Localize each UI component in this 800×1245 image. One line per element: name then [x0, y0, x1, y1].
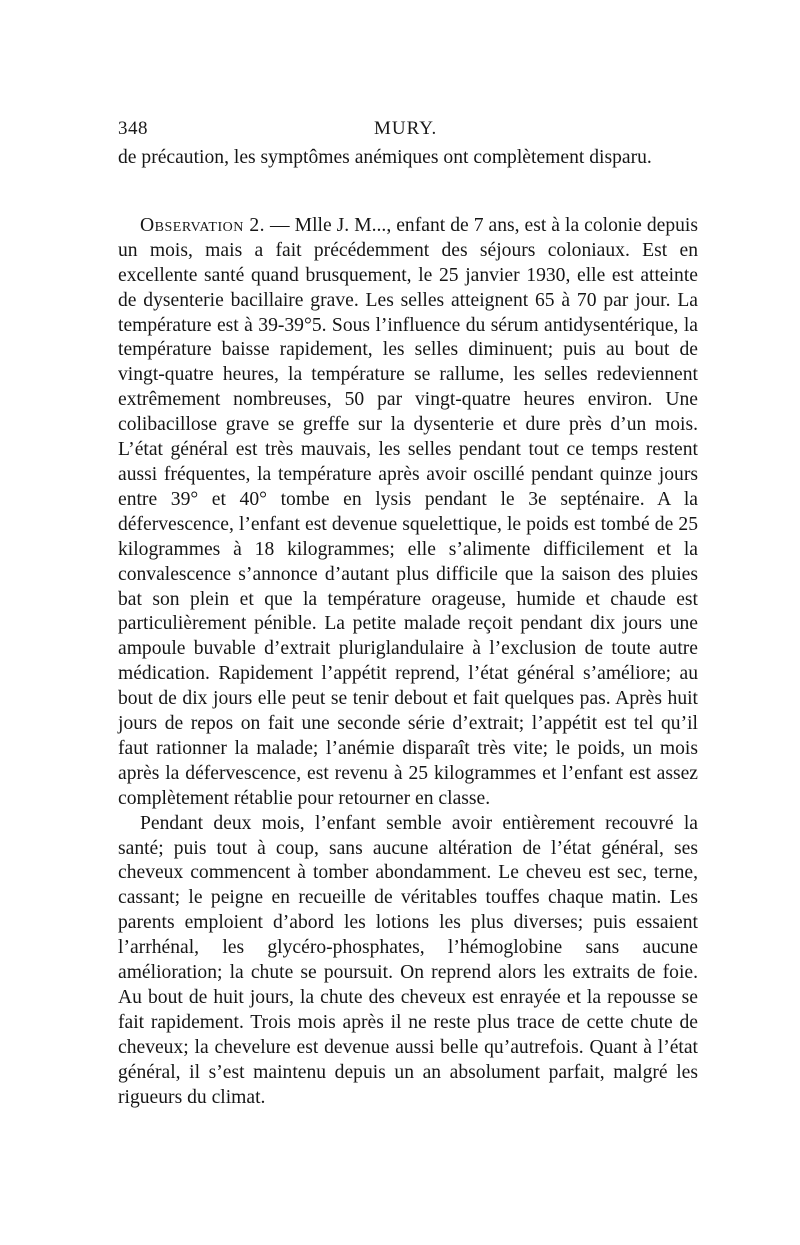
observation-text: — Mlle J. M..., enfant de 7 ans, est à la colonie depuis un mois, mais a fait précédemment des séjours coloniaux. Est en excellente santé quand brusquement, le 25 janvier 1930, elle est atteinte de dysenterie bacillaire grave. Les selles atteignent 65 à 70 par jour. La température est à 39-39°5. Sous l’influence du sérum antidysentérique, la température baisse rapidement, les selles diminuent; puis au bout de vingt-quatre heures, la température se rallume, les selles redeviennent extrêmement nombreuses, 50 par vingt-quatre heures environ. Une colibacillose grave se greffe sur la dysenterie et dure près d’un mois. L’état général est très mauvais, les selles pendant tout ce temps restent aussi fréquentes, la température après avoir oscillé pendant quinze jours entre 39° et 40° tombe en lysis pendant le 3e septénaire. A la défervescence, l’enfant est devenue squelettique, le poids est tombé de 25 kilogrammes à 18 kilogrammes; elle s’alimente difficilement et la convalescence s’annonce d’autant plus difficile que la saison des pluies bat son plein et que la température orageuse, humide et chaude est particulièrement pénible. La petite malade reçoit pendant dix jours une ampoule buvable d’extrait pluriglandulaire à l’exclusion de toute autre médication. Rapidement l’appétit reprend, l’état général s’améliore; au bout de dix jours elle peut se tenir debout et fait quelques pas. Après huit jours de repos on fait une seconde série d’extrait; l’appétit est tel qu’il faut rationner la malade; l’anémie disparaît très vite; le poids, un mois après la défervescence, est revenu à 25 kilogrammes et l’enfant est assez complètement rétablie pour retourner en classe. — [118, 214, 698, 809]
observation-paragraph — [118, 214, 698, 812]
continued-paragraph: de précaution, les symptômes anémiques ont complètement disparu. — [118, 147, 652, 168]
observation-label: Observation 2. — [140, 214, 266, 236]
paragraph: Pendant deux mois, l’enfant semble avoir entièrement recouvré la santé; puis tout à coup, sans aucune altération de l’état général, ses cheveux commencent à tomber abondamment. Le cheveu est sec, terne, cassant; le peigne en recueille de véritables touffes chaque matin. Les parents emploient d’abord les lotions les plus diverses; puis essaient l’arrhénal, les glycéro-phosphates, l’hémoglobine sans aucune amélioration; la chute se poursuit. On reprend alors les extraits de foie. Au bout de huit jours, la chute des cheveux est enrayée et la repousse se fait rapidement. Trois mois après il ne reste plus trace de cette chute de cheveux; la chevelure est devenue aussi belle qu’autrefois. Quant à l’état général, il s’est maintenu depuis un an absolument parfait, malgré les rigueurs du climat. — [118, 812, 698, 1108]
running-header — [118, 118, 698, 142]
running-title: MURY. — [374, 118, 438, 139]
page-number: 348 — [118, 118, 148, 139]
body-text — [118, 146, 698, 1111]
